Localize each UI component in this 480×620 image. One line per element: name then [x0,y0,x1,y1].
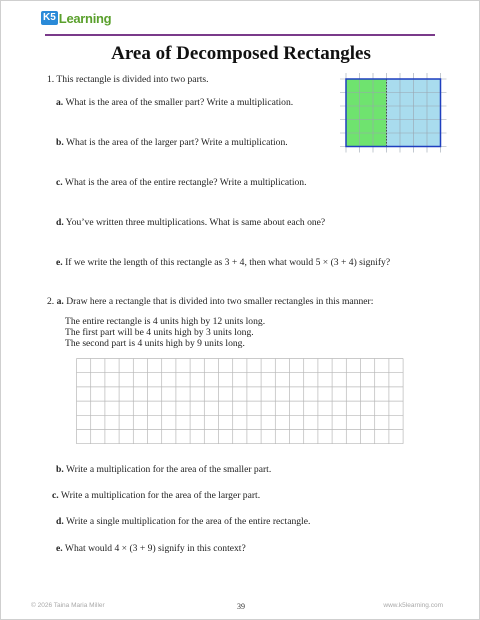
footer-copyright: © 2026 Taina Maria Miller [31,602,105,609]
q2c-label: c. [52,490,59,501]
q2c-text: Write a multiplication for the area of the larger part. [60,490,261,501]
q1a [56,97,293,109]
q2d-label: d. [56,516,64,527]
decomposed-rectangle-figure [338,73,448,163]
q2b-label: b. [56,464,64,475]
q1b-text: What is the area of the larger part? Write a multiplication. [65,137,288,148]
q2-spec-line-2: The first part will be 4 units high by 3 units long. [65,327,254,338]
q1c [56,177,306,189]
q2-spec-line-3: The second part is 4 units high by 9 units long. [65,338,245,349]
q1e [56,257,390,269]
q1b-label: b. [56,137,64,148]
page-title: Area of Decomposed Rectangles [111,43,371,64]
logo-badge: K5 [43,12,56,23]
q2d-text: Write a single multiplication for the area of the entire rectangle. [65,516,311,527]
q2a [47,296,373,308]
q2-number: 2. [47,296,55,307]
logo-text: Learning [58,10,112,26]
q1a-text: What is the area of the smaller part? Write a multiplication. [65,97,294,108]
q2-spec-line-1: The entire rectangle is 4 units high by 12 units long. [65,316,266,327]
k5-learning-logo [41,10,111,26]
q2e [56,543,246,555]
q1a-label: a. [56,97,64,108]
q1c-label: c. [56,177,63,188]
q2e-label: e. [56,543,63,554]
smaller-part-fill [346,79,387,147]
q2d [56,516,310,528]
q2b [56,464,271,476]
q2a-text: Draw here a rectangle that is divided into two smaller rectangles in this manner: [66,296,374,307]
q1e-text: If we write the length of this rectangle as 3 + 4, then what would 5 × (3 + 4) signify? [65,257,391,268]
footer-site: www.k5learning.com [383,602,443,609]
q2b-text: Write a multiplication for the area of the smaller part. [65,464,272,475]
q1d [56,217,325,229]
q1c-text: What is the area of the entire rectangle? Write a multiplication. [64,177,307,188]
q2a-label: a. [56,296,64,307]
q1d-text: You’ve written three multiplications. What is same about each one? [65,217,326,228]
page-number: 39 [237,602,245,611]
drawing-grid [76,358,406,448]
q1b [56,137,288,149]
q2e-text: What would 4 × (3 + 9) signify in this context? [64,543,246,554]
q1d-label: d. [56,217,64,228]
q1-intro: 1. This rectangle is divided into two parts. [47,74,209,85]
header-divider [45,34,435,36]
q2c [52,490,260,502]
q1e-label: e. [56,257,63,268]
